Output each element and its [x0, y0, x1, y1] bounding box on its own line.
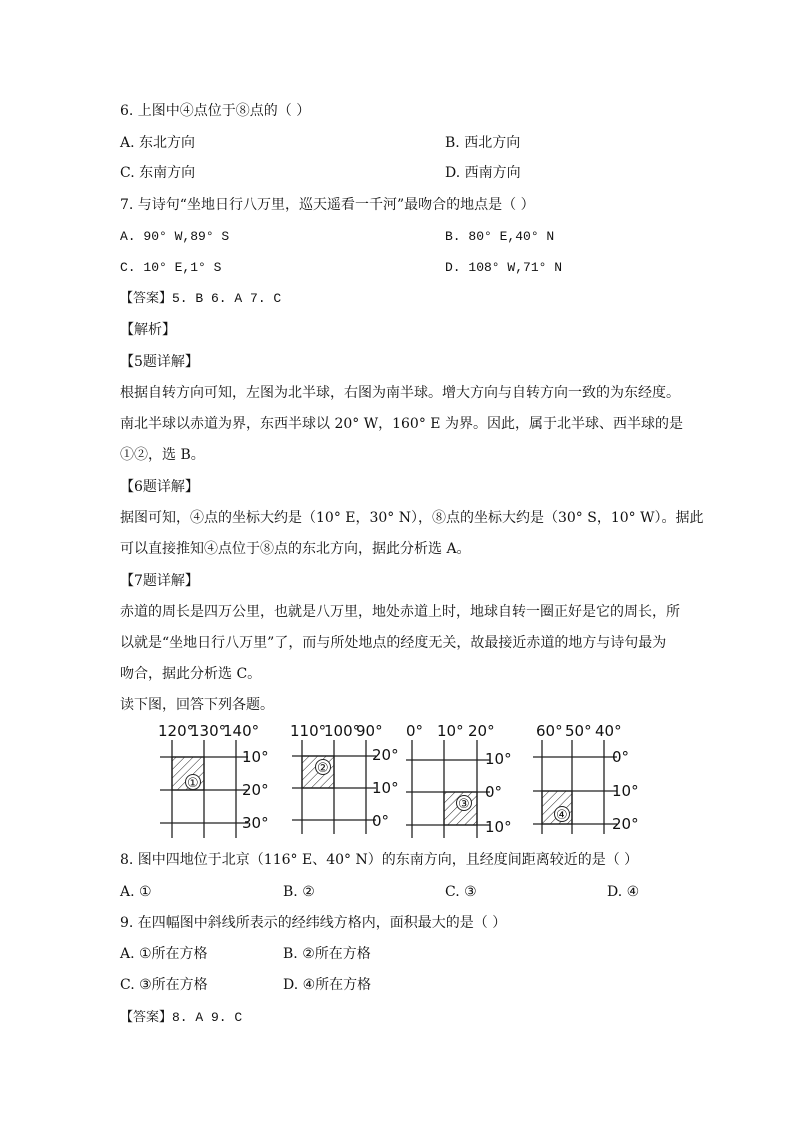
q8-option-b: B. ② [283, 884, 315, 900]
q8-option-d: D. ④ [607, 884, 640, 900]
q8-stem: 8. 图中四地位于北京（116° E、40° N）的东南方向，且经度间距离较近的是（ ） [120, 852, 639, 868]
detail-5-line-1: 根据自转方向可知，左图为北半球，右图为南半球。增大方向与自转方向一致的为东经度。 [120, 385, 680, 401]
grid-4-lon-3: 40° [595, 722, 622, 740]
grid-3-mark: ③ [458, 797, 470, 812]
q8-option-a: A. ① [120, 884, 152, 900]
grid-3 [406, 722, 512, 838]
grid-3-lon-2: 10° [437, 722, 464, 740]
grid-2-lat-1: 20° [372, 746, 399, 764]
q9-option-b: B. ②所在方格 [283, 946, 371, 962]
q9-stem: 9. 在四幅图中斜线所表示的经纬线方格内，面积最大的是（ ） [120, 915, 507, 931]
grid-4-lat-3: 20° [612, 815, 639, 833]
q6-option-b: B. 西北方向 [445, 135, 521, 151]
grid-2-lon-1: 110° [290, 722, 327, 740]
grid-2-lat-3: 0° [372, 812, 390, 830]
q6-option-d: D. 西南方向 [445, 165, 521, 181]
detail-5-line-2: 南北半球以赤道为界，东西半球以 20° W，160° E 为界。因此，属于北半球、西半球的是 [120, 416, 683, 432]
grid-2-lon-3: 90° [356, 722, 383, 740]
grid-1-mark: ① [187, 776, 199, 791]
grid-4-mark: ④ [556, 808, 568, 823]
grid-2 [290, 722, 399, 834]
grid-1 [158, 722, 269, 838]
detail-5-heading: 【5题详解】 [120, 354, 199, 370]
grid-1-lon-2: 130° [190, 722, 227, 740]
detail-7-line-2: 以就是“坐地日行八万里”了，而与所处地点的经度无关，故最接近赤道的地方与诗句最为 [120, 635, 667, 651]
detail-5-line-3: ①②，选 B。 [120, 447, 205, 463]
grid-2-mark: ② [317, 761, 329, 776]
q9-option-a: A. ①所在方格 [120, 946, 208, 962]
q6-stem: 6. 上图中④点位于⑧点的（ ） [120, 103, 311, 119]
grid-4-lon-1: 60° [536, 722, 563, 740]
detail-6-line-2: 可以直接推知④点位于⑧点的东北方向，据此分析选 A。 [120, 541, 471, 557]
detail-6-line-1: 据图可知，④点的坐标大约是（10° E，30° N），⑧点的坐标大约是（30° S，10° W）。据此 [120, 510, 704, 526]
grid-4 [533, 722, 639, 834]
detail-6-heading: 【6题详解】 [120, 479, 199, 495]
q7-option-d: D. 108° W,71° N [445, 260, 563, 275]
grid-1-lon-3: 140° [223, 722, 260, 740]
analysis-heading: 【解析】 [120, 322, 176, 338]
read-prompt: 读下图，回答下列各题。 [120, 697, 274, 713]
grid-3-lat-1: 10° [485, 750, 512, 768]
grid-2-lat-2: 10° [372, 779, 399, 797]
q7-option-a: A. 90° W,89° S [120, 229, 230, 244]
detail-7-line-3: 吻合，据此分析选 C。 [120, 666, 262, 682]
grid-3-lat-2: 0° [485, 783, 503, 801]
grid-3-lon-1: 0° [406, 722, 424, 740]
grid-4-lat-1: 0° [612, 748, 630, 766]
q8-option-c: C. ③ [445, 884, 477, 900]
answer-5-7: 【答案】5. B 6. A 7. C [120, 291, 282, 306]
q6-option-c: C. 东南方向 [120, 165, 196, 181]
grid-4-lon-2: 50° [565, 722, 592, 740]
grid-1-lon-1: 120° [158, 722, 195, 740]
q9-option-c: C. ③所在方格 [120, 977, 208, 993]
answer-8-9: 【答案】8. A 9. C [120, 1010, 243, 1025]
grid-3-lat-3: 10° [485, 818, 512, 836]
q6-option-a: A. 东北方向 [120, 135, 196, 151]
grid-1-lat-1: 10° [242, 748, 269, 766]
lat-long-grids-figure [150, 722, 670, 844]
grid-3-lon-3: 20° [468, 722, 495, 740]
detail-7-line-1: 赤道的周长是四万公里，也就是八万里，地处赤道上时，地球自转一圈正好是它的周长，所 [120, 604, 680, 620]
q7-stem: 7. 与诗句“坐地日行八万里，巡天遥看一千河”最吻合的地点是（ ） [120, 197, 535, 213]
detail-7-heading: 【7题详解】 [120, 573, 199, 589]
q7-option-b: B. 80° E,40° N [445, 229, 555, 244]
grid-2-lon-2: 100° [324, 722, 361, 740]
q9-option-d: D. ④所在方格 [283, 977, 372, 993]
q7-option-c: C. 10° E,1° S [120, 260, 222, 275]
grid-1-lat-3: 30° [242, 814, 269, 832]
grid-4-lat-2: 10° [612, 782, 639, 800]
grid-1-lat-2: 20° [242, 781, 269, 799]
